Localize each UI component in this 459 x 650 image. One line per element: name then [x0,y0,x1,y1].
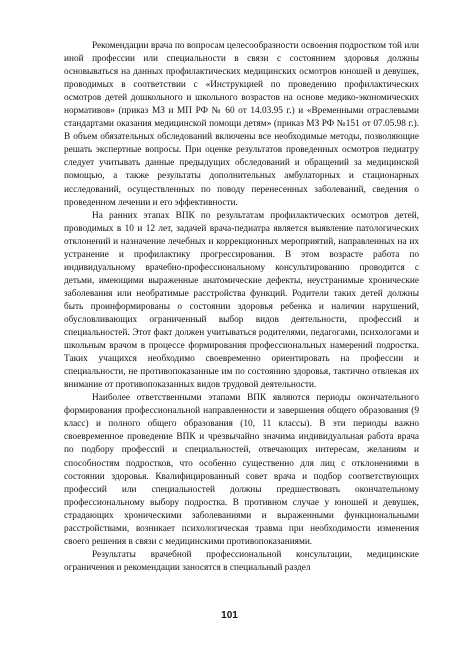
paragraph-2: На ранних этапах ВПК по результатам профилактических осмотров детей, проводимых в 10 и 12 лет, задачей врача-педиатра является выявление патологических отклонений и назначение лечебных и коррекционных мероприятий, направленных на их устранение и профилактику прогрессирования. В этом возрасте работа по индивидуальному врачебно-профессиональному консультированию проводится с детьми, имеющими выраженные анатомические дефекты, неустранимые хронические заболевания или необратимые расстройства функций. Родители таких детей должны быть проинформированы о состоянии здоровья ребенка и наличии нарушений, обусловливающих ограниченный выбор видов деятельности, профессий и специальностей. Этот факт должен учитываться родителями, педагогами, психологами и школьным врачом в процессе формирования профессиональных намерений подростка. Таких учащихся необходимо своевременно ориентировать на профессии и специальности, не противопоказанные им по состоянию здоровья, тактично отвлекая их внимание от противопоказанных видов трудовой деятельности. [64,210,419,391]
paragraph-4: Результаты врачебной профессиональной консультации, медицинские ограничения и рекомендации заносятся в специальный раздел [64,549,419,573]
page-number: 101 [221,610,238,621]
paragraph-1: Рекомендации врача по вопросам целесообразности освоения подростком той или иной профессии или специальности в связи с состоянием здоровья должны основываться на данных профилактических медицинских осмотров юношей и девушек, проводимых в соответствии с «Инструкцией по проведению профилактических осмотров детей дошкольного и школьного возрастов на основе медико-экономических нормативов» (приказ МЗ и МП РФ № 60 от 14.03.95 г.) и «Временными отраслевыми стандартами оказания медицинской помощи детям» (приказ МЗ РФ №151 от 07.05.98 г.). В объем обязательных обследований включены все необходимые методы, позволяющие решать экспертные вопросы. При оценке результатов проведенных осмотров педиатру следует учитывать данные предыдущих обследований и обращений за медицинской помощью, а также результаты дополнительных амбулаторных и стационарных исследований, осуществленных по поводу перенесенных заболеваний, сведения о проведенном лечении и его эффективности. [64,41,419,208]
paragraph-3: Наиболее ответственными этапами ВПК являются периоды окончательного формирования профессиональной направленности и завершения общего образования (9 класс) и полного общего образования (10, 11 классы). В эти периоды важно своевременное проведение ВПК и чрезвычайно значима индивидуальная работа врача по подбору профессий и специальностей, отвечающих интересам, желаниям и способностям подростков, что особенно существенно для лиц с отклонениями в состоянии здоровья. Квалифицированный совет врача и подбор соответствующих профессий или специальностей должны предшествовать окончательному профессиональному выбору подростка. В противном случае у юношей и девушек, страдающих хроническими заболеваниями и выраженными функциональными расстройствами, возникает психологическая травма при необходимости изменения своего решения в связи с медицинскими противопоказаниями. [64,393,419,547]
document-page [64,40,419,575]
